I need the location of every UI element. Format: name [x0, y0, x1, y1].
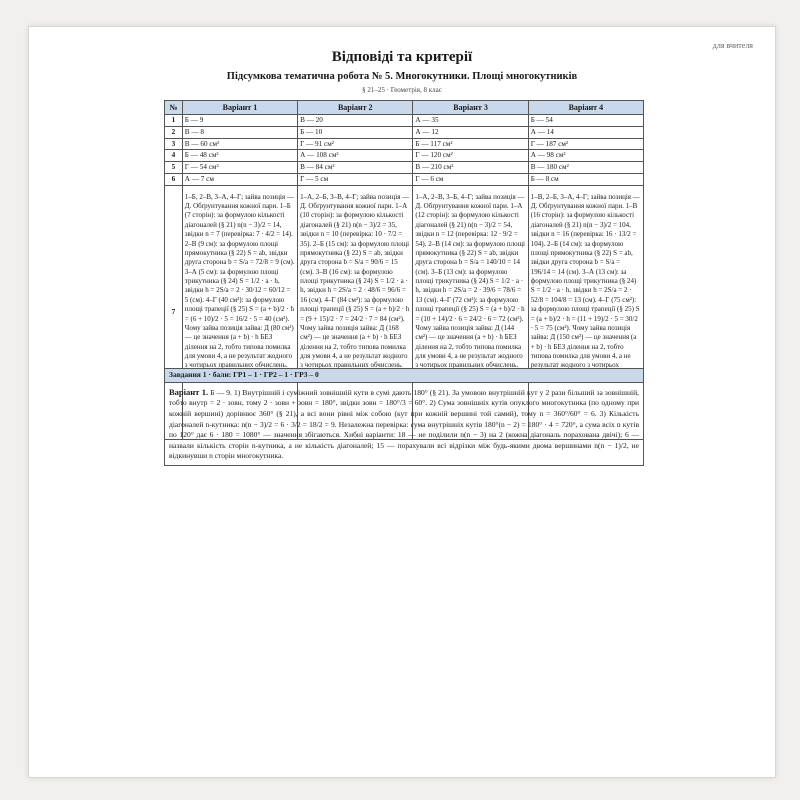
row-number: 4 — [165, 150, 183, 162]
answer-cell: А — 12 — [413, 126, 528, 138]
table-row — [165, 150, 644, 162]
answer-cell: Г — 5 см — [298, 173, 413, 185]
header-variant-2: Варіант 2 — [298, 101, 413, 115]
answer-cell: А — 14 — [528, 126, 643, 138]
answer-cell: В — 84 см² — [298, 162, 413, 174]
header-num: № — [165, 101, 183, 115]
criteria-text: Б — 9. 1) Внутрішній і суміжний зовнішній кути в сумі дають 180° (§ 21). За умовою внутрішній кут у 2 рази більший за зовнішній, тобто внутр = 2 · зовн, тому 2 · зовн + зовн = 180°, звідки зовн = 180°/3 = 60°. 2) Сума зовнішніх кутів опуклого многокутника (по одному при кожній вершині) дорівнює 360° (§ 21), а всі вони рівні між собою (кут при кожній вершині той самий), тому n = 360°/60° = 6. 3) Кількість діагоналей n-кутника: n(n − 3)/2 = 6 · 3/2 = 18/2 = 9. Незалежна перевірка: сума внутрішніх кутів 180°(n − 2) = 180° · 4 = 720°, а сума всіх n кутів по 120° дає 6 · 180 = 1080° — значення збігаються. Хибні варіанти: 18 — не поділили n(n − 3) на 2 (кожна діагональ порахована двічі); 6 — назвали кількість сторін n-кутника, а не кількість діагоналей; 15 — порахували всі відрізки між будь-якими двома вершинами n(n − 1)/2, не відкинувши n сторін многокутника. — [169, 387, 639, 461]
answer-cell: 1–Б, 2–В, 3–А, 4–Г; зайва позиція — Д. Обґрунтування кожної пари. 1–Б (7 сторін): за формулою кількості діагоналей (§ 21) n(n − 3)/2 = 14, звідки n = 7 (перевірка: 7 · 4/2 = 14). 2–В (9 см): за формулою площі прямокутника (§ 22) S = ab, звідки друга сторона b = S/a = 72/8 = 9 (см). 3–А (5 см): за формулою площі трикутника (§ 24) S = 1/2 · a · h, звідки h = 2S/a = 2 · 30/12 = 60/12 = 5 (см). 4–Г (40 см²): за формулою площі трапеції (§ 25) S = (a + b)/2 · h = (6 + 10)/2 · 5 = 16/2 · 5 = 40 (см²). Чому зайва позиція зайва: Д (80 см²) — це значення (a + b) · h БЕЗ ділення на 2, тобто типова помилка для умови 4, а не результат жодного з чотирьох правильних обчислень. — [182, 185, 297, 439]
answer-cell: Б — 54 — [528, 115, 643, 127]
section-note: § 21–25 · Геометрія, 8 клас — [362, 86, 442, 94]
answer-cell: Б — 10 — [298, 126, 413, 138]
row-number: 5 — [165, 162, 183, 174]
answer-cell: Б — 9 — [182, 115, 297, 127]
answer-cell: В — 180 см² — [528, 162, 643, 174]
table-row — [165, 126, 644, 138]
answer-cell: А — 35 — [413, 115, 528, 127]
answer-cell: Г — 120 см² — [413, 150, 528, 162]
answer-cell: 1–А, 2–В, 3–Б, 4–Г; зайва позиція — Д. Обґрунтування кожної пари. 1–А (12 сторін): за формулою кількості діагоналей (§ 21) n(n − 3)/2 = 54, звідки n = 12 (перевірка: 12 · 9/2 = 54). 2–В (14 см): за формулою площі прямокутника (§ 22) S = ab, звідки друга сторона b = S/a = 140/10 = 14 (см). 3–Б (13 см): за формулою площі трикутника (§ 24) S = 1/2 · a · h, звідки h = 2S/a = 2 · 39/6 = 78/6 = 13 (см). 4–Г (72 см²): за формулою площі трапеції (§ 25) S = (a + b)/2 · h = (10 + 14)/2 · 6 = 24/2 · 6 = 72 (см²). Чому зайва позиція зайва: Д (144 см²) — це значення (a + b) · h БЕЗ ділення на 2, тобто типова помилка для умови 4, а не результат жодного з чотирьох правильних обчислень. — [413, 185, 528, 439]
variant-label: Варіант 1. — [169, 386, 209, 397]
row-number: 3 — [165, 138, 183, 150]
answer-cell: В — 20 — [298, 115, 413, 127]
table-header-row — [165, 101, 644, 115]
answer-cell: А — 7 см — [182, 173, 297, 185]
table-row — [165, 173, 644, 185]
answer-cell: В — 210 см² — [413, 162, 528, 174]
answer-cell: Б — 8 см — [528, 173, 643, 185]
answer-cell: Б — 48 см² — [182, 150, 297, 162]
criteria-block — [164, 368, 644, 466]
teacher-label: для вчителя — [712, 41, 753, 50]
table-row — [165, 138, 644, 150]
table-row — [165, 162, 644, 174]
document-page — [28, 26, 776, 778]
row-number: 1 — [165, 115, 183, 127]
row-number: 6 — [165, 173, 183, 185]
row-number: 7 — [165, 185, 183, 439]
criteria-body — [165, 383, 643, 465]
answer-cell: Б — 117 см² — [413, 138, 528, 150]
row-number: 2 — [165, 126, 183, 138]
answer-cell: Г — 6 см — [413, 173, 528, 185]
answer-cell: 1–В, 2–Б, 3–А, 4–Г; зайва позиція — Д. Обґрунтування кожної пари. 1–В (16 сторін): за формулою кількості діагоналей (§ 21) n(n − 3)/2 = 104, звідки n = 16 (перевірка: 16 · 13/2 = 104). 2–Б (14 см): за формулою площі прямокутника (§ 22) S = ab, звідки друга сторона b = S/a = 196/14 = 14 (см). 3–А (13 см): за формулою площі трикутника (§ 24) S = 1/2 · a · h, звідки h = 2S/a = 2 · 52/8 = 104/8 = 13 (см). 4–Г (75 см²): за формулою площі трапеції (§ 25) S = (a + b)/2 · h = (11 + 19)/2 · 5 = 30/2 · 5 = 75 (см²). Чому зайва позиція зайва: Д (150 см²) — це значення (a + b) · h БЕЗ ділення на 2, тобто типова помилка для умови 4, а не результат жодного з чотирьох — [528, 185, 643, 439]
header-variant-3: Варіант 3 — [413, 101, 528, 115]
header-variant-4: Варіант 4 — [528, 101, 643, 115]
page-title: Відповіді та критерії — [331, 49, 473, 65]
answer-cell: А — 98 см² — [528, 150, 643, 162]
answer-cell: Г — 91 см² — [298, 138, 413, 150]
answer-cell: В — 60 см² — [182, 138, 297, 150]
criteria-header: Завдання 1 · бали: ГР1 – 1 · ГР2 – 1 · ГР3 – 0 — [165, 369, 643, 383]
header-variant-1: Варіант 1 — [182, 101, 297, 115]
page-subtitle: Підсумкова тематична робота № 5. Многокутники. Площі многокутників — [226, 71, 578, 82]
answer-cell: 1–А, 2–Б, 3–В, 4–Г; зайва позиція — Д. Обґрунтування кожної пари. 1–А (10 сторін): за формулою кількості діагоналей (§ 21) n(n − 3)/2 = 35, звідки n = 10 (перевірка: 10 · 7/2 = 35). 2–Б (15 см): за формулою площі прямокутника (§ 22) S = ab, звідки друга сторона b = S/a = 90/6 = 15 (см). 3–В (16 см): за формулою площі трикутника (§ 24) S = 1/2 · a · h, звідки h = 2S/a = 2 · 48/6 = 96/6 = 16 (см). 4–Г (84 см²): за формулою площі трапеції (§ 25) S = (a + b)/2 · h = (9 + 15)/2 · 7 = 24/2 · 7 = 84 (см²). Чому зайва позиція зайва: Д (168 см²) — це значення (a + b) · h БЕЗ ділення на 2, тобто типова помилка для умови 4, а не результат жодного з чотирьох правильних обчислень. — [298, 185, 413, 439]
answer-cell: В — 8 — [182, 126, 297, 138]
answer-cell: Г — 187 см² — [528, 138, 643, 150]
table-row — [165, 115, 644, 127]
answer-cell: Г — 54 см² — [182, 162, 297, 174]
answer-cell: А — 108 см² — [298, 150, 413, 162]
